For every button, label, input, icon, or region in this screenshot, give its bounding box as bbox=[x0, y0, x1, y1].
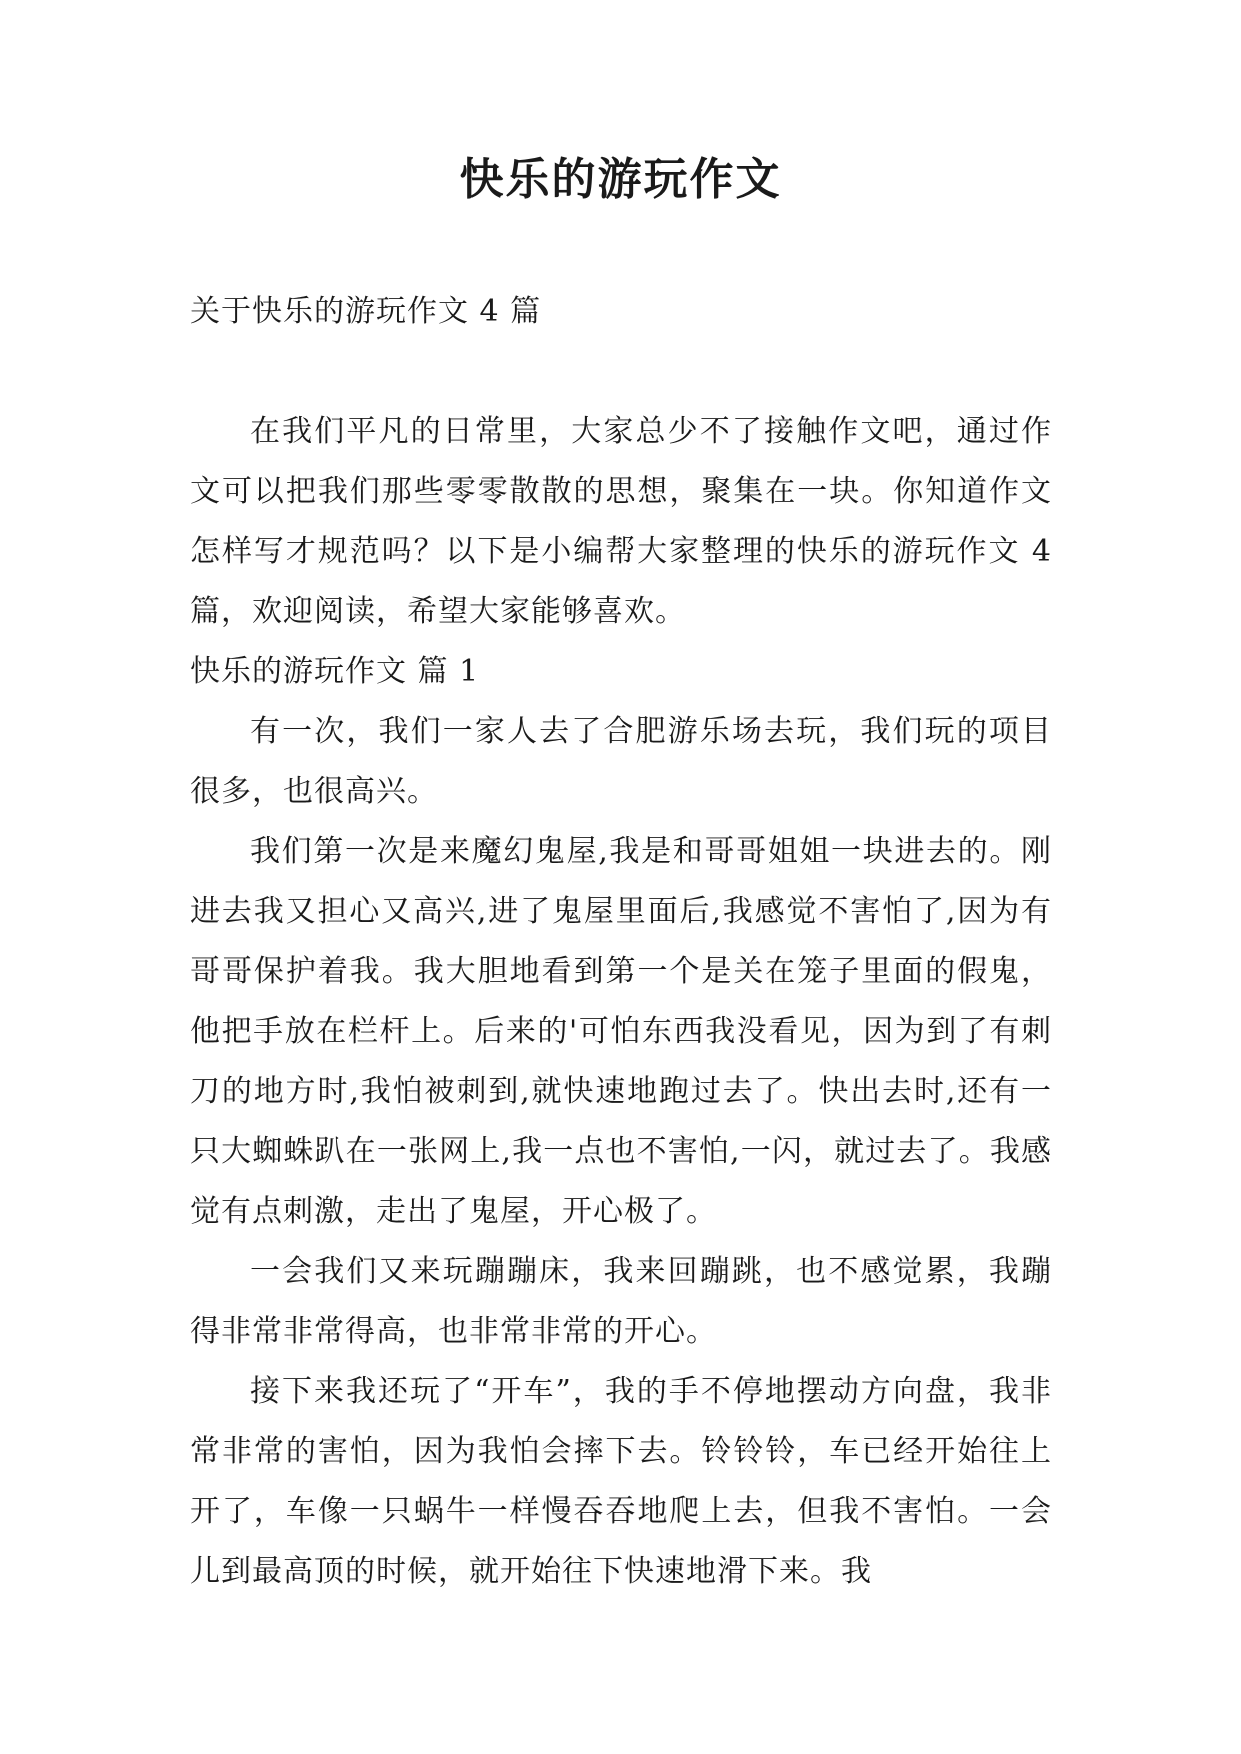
section-heading: 快乐的游玩作文 篇 1 bbox=[190, 654, 480, 689]
document-subtitle: 关于快乐的游玩作文 4 篇 bbox=[190, 294, 542, 329]
body-paragraph: 接下来我还玩了“开车”，我的手不停地摆动方向盘，我非常非常的害怕，因为我怕会摔下去。铃铃铃，车已经开始往上开了，车像一只蜗牛一样慢吞吞地爬上去，但我不害怕。一会儿到最高顶的时候，就开始往下快速地滑下来。我 bbox=[190, 1374, 1052, 1589]
body-paragraph: 我们第一次是来魔幻鬼屋,我是和哥哥姐姐一块进去的。刚进去我又担心又高兴,进了鬼屋里面后,我感觉不害怕了,因为有哥哥保护着我。我大胆地看到第一个是关在笼子里面的假鬼，他把手放在栏杆上。后来的'可怕东西我没看见，因为到了有刺刀的地方时,我怕被刺到,就快速地跑过去了。快出去时,还有一只大蜘蛛趴在一张网上,我一点也不害怕,一闪，就过去了。我感觉有点刺激，走出了鬼屋，开心极了。 bbox=[190, 834, 1052, 1229]
intro-paragraph: 在我们平凡的日常里，大家总少不了接触作文吧，通过作文可以把我们那些零零散散的思想，聚集在一块。你知道作文怎样写才规范吗？以下是小编帮大家整理的快乐的游玩作文 4 篇，欢迎阅读，希望大家能够喜欢。 bbox=[190, 414, 1052, 629]
document-body bbox=[190, 402, 1052, 1602]
body-paragraph: 有一次，我们一家人去了合肥游乐场去玩，我们玩的项目很多，也很高兴。 bbox=[190, 714, 1052, 809]
body-paragraph: 一会我们又来玩蹦蹦床，我来回蹦跳，也不感觉累，我蹦得非常非常得高，也非常非常的开心。 bbox=[190, 1254, 1052, 1349]
document-title: 快乐的游玩作文 bbox=[459, 154, 782, 205]
